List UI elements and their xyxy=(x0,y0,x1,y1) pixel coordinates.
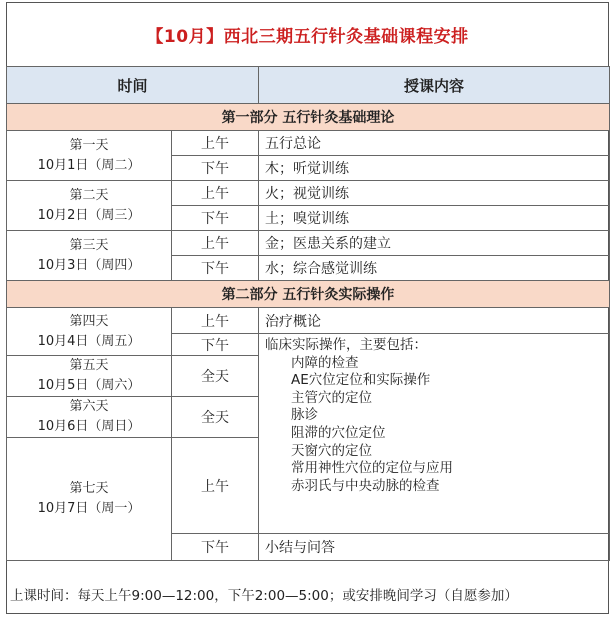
section-row xyxy=(7,281,610,308)
half-label: 全天 xyxy=(172,397,259,438)
half-label: 上午 xyxy=(172,308,259,334)
day-name: 第三天 xyxy=(69,237,109,253)
day-cell xyxy=(7,438,172,561)
day-date: 10月3日（周四） xyxy=(37,257,141,273)
day-name: 第一天 xyxy=(69,137,109,153)
day-name: 第四天 xyxy=(69,313,109,329)
header-content: 授课内容 xyxy=(259,67,610,104)
day-cell xyxy=(7,181,172,231)
clinical-intro: 临床实际操作，主要包括： xyxy=(265,337,428,353)
day-name: 第七天 xyxy=(69,481,109,496)
schedule-table xyxy=(6,66,610,561)
list-item: 阻滞的穴位定位 xyxy=(291,424,386,441)
list-item: 内障的检查 xyxy=(291,354,359,371)
table-row xyxy=(7,231,610,256)
half-label: 下午 xyxy=(172,206,259,231)
half-label: 下午 xyxy=(172,156,259,181)
session-content: 水；综合感觉训练 xyxy=(259,256,610,281)
list-item: 主管穴的定位 xyxy=(291,389,373,406)
day-date: 10月5日（周六） xyxy=(37,378,141,393)
day-name: 第二天 xyxy=(69,187,109,203)
day-cell xyxy=(7,397,172,438)
list-item: 脉诊 xyxy=(291,407,319,424)
half-label: 下午 xyxy=(172,534,259,561)
table-row xyxy=(7,181,610,206)
session-content: 土；嗅觉训练 xyxy=(259,206,610,231)
class-time-note: 上课时间：每天上午9:00—12:00，下午2:00—5:00；或安排晚间学习（自愿参加） xyxy=(10,587,518,604)
day-cell xyxy=(7,356,172,397)
half-label: 上午 xyxy=(172,438,259,534)
day-name: 第六天 xyxy=(69,399,109,414)
session-content: 木；听觉训练 xyxy=(259,156,610,181)
day-cell xyxy=(7,308,172,356)
table-row xyxy=(7,308,610,334)
session-content: 治疗概论 xyxy=(259,308,610,334)
day-date: 10月2日（周三） xyxy=(37,207,141,223)
day-cell xyxy=(7,231,172,281)
half-label: 上午 xyxy=(172,181,259,206)
clinical-practice-content xyxy=(259,334,610,534)
section-heading-part1: 第一部分 五行针灸基础理论 xyxy=(7,104,610,131)
list-item: AE穴位定位和实际操作 xyxy=(291,372,431,389)
session-content: 五行总论 xyxy=(259,131,610,156)
day-name: 第五天 xyxy=(69,358,109,373)
section-heading-part2: 第二部分 五行针灸实际操作 xyxy=(7,281,610,308)
page-title: 【10月】西北三期五行针灸基础课程安排 xyxy=(146,26,469,47)
day-date: 10月6日（周日） xyxy=(37,419,141,434)
session-content: 小结与问答 xyxy=(259,534,610,561)
session-content: 金；医患关系的建立 xyxy=(259,231,610,256)
list-item: 赤羽氏与中央动脉的检查 xyxy=(291,477,440,494)
day-date: 10月7日（周一） xyxy=(37,501,141,516)
table-row xyxy=(7,131,610,156)
section-row xyxy=(7,104,610,131)
day-date: 10月1日（周二） xyxy=(37,157,141,173)
list-item: 常用神性穴位的定位与应用 xyxy=(291,460,454,477)
header-time: 时间 xyxy=(7,67,259,104)
half-label: 上午 xyxy=(172,131,259,156)
day-cell xyxy=(7,131,172,181)
header-row xyxy=(7,67,610,104)
half-label: 上午 xyxy=(172,231,259,256)
list-item: 天窗穴的定位 xyxy=(291,442,373,459)
half-label: 下午 xyxy=(172,334,259,356)
session-content: 火；视觉训练 xyxy=(259,181,610,206)
half-label: 全天 xyxy=(172,356,259,397)
half-label: 下午 xyxy=(172,256,259,281)
day-date: 10月4日（周五） xyxy=(37,333,141,349)
